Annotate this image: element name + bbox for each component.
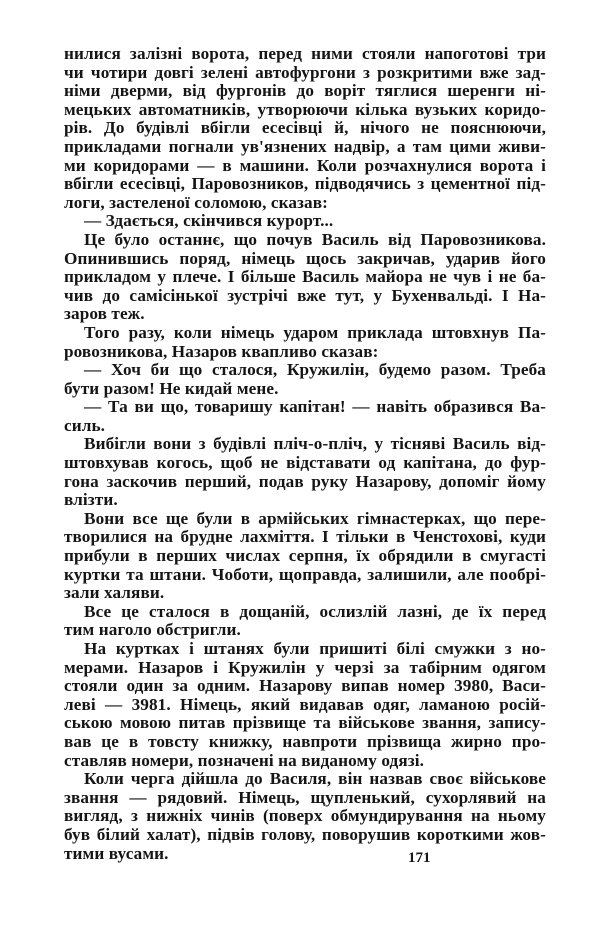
text-line: ровозникова, Назаров квапливо сказав: (64, 341, 379, 361)
text-line: чив до самісінької зустрічі вже тут, у Бухенвальді. І На- (64, 285, 546, 305)
text-line: ставляв номери, позначені на виданому одязі. (64, 750, 425, 770)
text-line: тими вусами. (64, 843, 169, 863)
text-line: Коли черга дійшла до Василя, він назвав своє військове (84, 769, 546, 789)
text-line: бути разом! Не кидай мене. (64, 378, 279, 398)
paragraph (64, 435, 546, 509)
text-line: зали халяви. (64, 583, 165, 603)
text-line: рів. До будівлі вбігли есесівці й, нічого не пояснюючи, (64, 118, 546, 138)
paragraph (64, 770, 546, 863)
text-line: вбігли есесівці, Паровозников, підводячись з цементної під- (64, 174, 546, 194)
paragraph (64, 231, 546, 324)
text-line: прикладом у плече. І більше Василь майора не чув і не ба- (64, 267, 546, 287)
paragraph (64, 324, 546, 361)
text-line: мерами. Назаров і Кружилін у черзі за табірним одягом (64, 657, 546, 677)
text-line: ською мовою питав прізвище та військове звання, запису- (64, 713, 546, 733)
text-line: стояли один за одним. Назарову випав номер 3980, Васи- (64, 676, 546, 696)
text-line: Вони все ще були в армійських гімнастерках, що пере- (84, 508, 546, 528)
text-line: заров теж. (64, 304, 145, 324)
text-line: куртки та штани. Чоботи, щоправда, залишили, але пообрі- (64, 564, 546, 584)
text-line: німи дверми, від фургонів до воріт тяглися шеренги ні- (64, 81, 546, 101)
paragraph (64, 510, 546, 603)
text-line: був білий халат), підвів голову, поворушив короткими жов- (64, 824, 546, 844)
text-line: мецьких автоматників, утворюючи кілька вузьких коридо- (64, 99, 546, 119)
text-line: вав це в товсту книжку, навпроти прізвища жирно про- (64, 731, 546, 751)
text-line: — Хоч би що сталося, Кружилін, будемо разом. Треба (84, 360, 546, 380)
text-line: леві — 3981. Німець, який видавав одяг, ламаною росій- (64, 694, 546, 714)
text-line: влізти. (64, 490, 118, 510)
text-line: Це було останнє, що почув Василь від Паровозникова. (84, 229, 546, 249)
paragraph (64, 212, 546, 231)
text-line: Того разу, коли німець ударом приклада штовхнув Па- (84, 322, 546, 342)
text-line: гона заскочив перший, подав руку Назарову, допоміг йому (64, 471, 546, 491)
text-line: Опинившись поряд, німець щось закричав, ударив його (64, 248, 546, 268)
text-line: вигляд, з нижніх чинів (поверх обмундирування на ньому (64, 806, 546, 826)
text-line: ми коридорами — в машини. Коли розчахнулися ворота і (64, 155, 546, 175)
text-line: творилися на брудне лахміття. І тільки в Ченстохові, куди (64, 527, 546, 547)
text-line: нилися залізні ворота, перед ними стояли напоготові три (64, 44, 546, 63)
text-line: силь. (64, 415, 106, 435)
text-line: Все це сталося в дощаній, ослизлій лазні, де їх перед (84, 601, 546, 621)
text-line: прибули в перших числах серпня, їх обрядили в смугасті (64, 546, 546, 566)
text-line: На куртках і штанях були пришиті білі смужки з но- (84, 639, 546, 658)
paragraph (64, 603, 546, 640)
text-line: прикладами погнали ув'язнених надвір, а там цими живи- (64, 136, 546, 156)
paragraph (64, 640, 546, 770)
text-line: звання — рядовий. Німець, щупленький, сухорлявий на (64, 787, 546, 807)
paragraph (64, 398, 546, 435)
text-line: штовхував когось, щоб не відставати од капітана, до фур- (64, 453, 546, 473)
book-page-text (64, 45, 546, 863)
page-number: 171 (408, 850, 431, 866)
paragraph (64, 361, 546, 398)
text-line: чи чотири довгі зелені автофургони з розкритими вже зад- (64, 62, 546, 82)
text-line: логи, застеленої соломою, сказав: (64, 192, 328, 212)
paragraph (64, 45, 546, 212)
text-line: — Та ви що, товаришу капітан! — навіть образився Ва- (84, 397, 546, 417)
text-line: — Здається, скінчився курорт... (84, 211, 334, 231)
text-line: тим наголо обстригли. (64, 620, 241, 640)
text-line: Вибігли вони з будівлі пліч-о-пліч, у тісняві Василь від- (84, 434, 546, 454)
